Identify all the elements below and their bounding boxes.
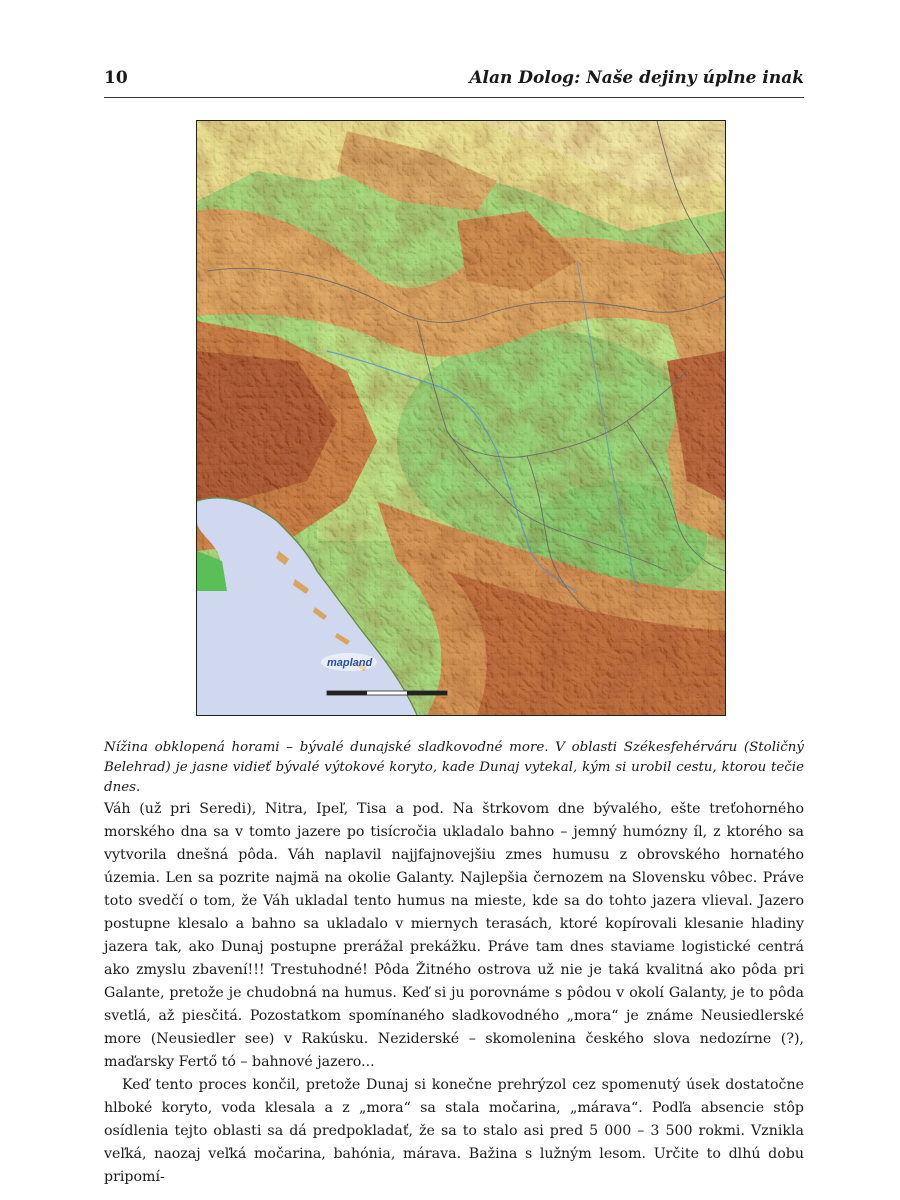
page-header — [104, 66, 804, 96]
paragraph: Váh (už pri Seredi), Nitra, Ipeľ, Tisa a pod. Na štrkovom dne bývalého, ešte treťohorného morského dna sa v tomto jazere po tisícročia ukladalo bahno – jemný humózny íl, z ktorého sa vytvorila dnešná pôda. Váh naplavil najjfajnovejšiu zmes humusu z obrovského hornatého územia. Len sa pozrite najmä na okolie Galanty. Najlepšia černozem na Slovensku vôbec. Práve toto svedčí o tom, že Váh ukladal tento humus na mieste, kde sa do tohto jazera vlieval. Jazero postupne klesalo a bahno sa ukladalo v miernych terasách, ktoré kopírovali klesanie hladiny jazera tak, ako Dunaj postupne prerážal prekážku. Práve tam dnes staviame logistické centrá ako zmyslu zbavení!!! Trestuhodné! Pôda Žitného ostrova už nie je taká kvalitná ako pôda pri Galante, pretože je chudobná na humus. Keď si ju porovnáme s pôdou v okolí Galanty, je to pôda svetlá, až piesčitá. Pozostatkom spomínaného sladkovodného „mora“ je známe Neusiedlerské more (Neusiedler see) v Rakúsku. Neziderské – skomolenina českého slova nedozírne (?), maďarsky Fertő tó – bahnové jazero... — [104, 801, 804, 1070]
relief-map-figure — [196, 120, 726, 716]
header-rule — [104, 97, 804, 98]
body-text — [104, 798, 804, 1189]
relief-map — [197, 121, 725, 715]
running-head: Alan Dolog: Naše dejiny úplne inak — [469, 68, 804, 88]
map-scale-bar — [327, 691, 447, 695]
paragraph: Keď tento proces končil, pretože Dunaj si konečne prehrýzol cez spomenutý úsek dostatočne hlboké koryto, voda klesala a z „mora“ sa stala močarina, „márava“. Podľa absencie stôp osídlenia tejto oblasti sa dá predpokladať, že sa to stalo asi pred 5 000 – 3 500 rokmi. Vznikla veľká, naozaj veľká močarina, bahónia, márava. Bažina s lužným lesom. Určite to dlhú dobu pripomí- — [104, 1077, 804, 1185]
svg-text:mapland: mapland — [327, 657, 373, 669]
map-logo — [321, 653, 377, 671]
page-number: 10 — [104, 68, 128, 88]
figure-caption: Nížina obklopená horami – bývalé dunajské sladkovodné more. V oblasti Székesfehérváru (Stoličný Belehrad) je jasne vidieť bývalé výtokové koryto, kade Dunaj vytekal, kým si urobil cestu, ktorou tečie dnes. — [104, 740, 804, 795]
